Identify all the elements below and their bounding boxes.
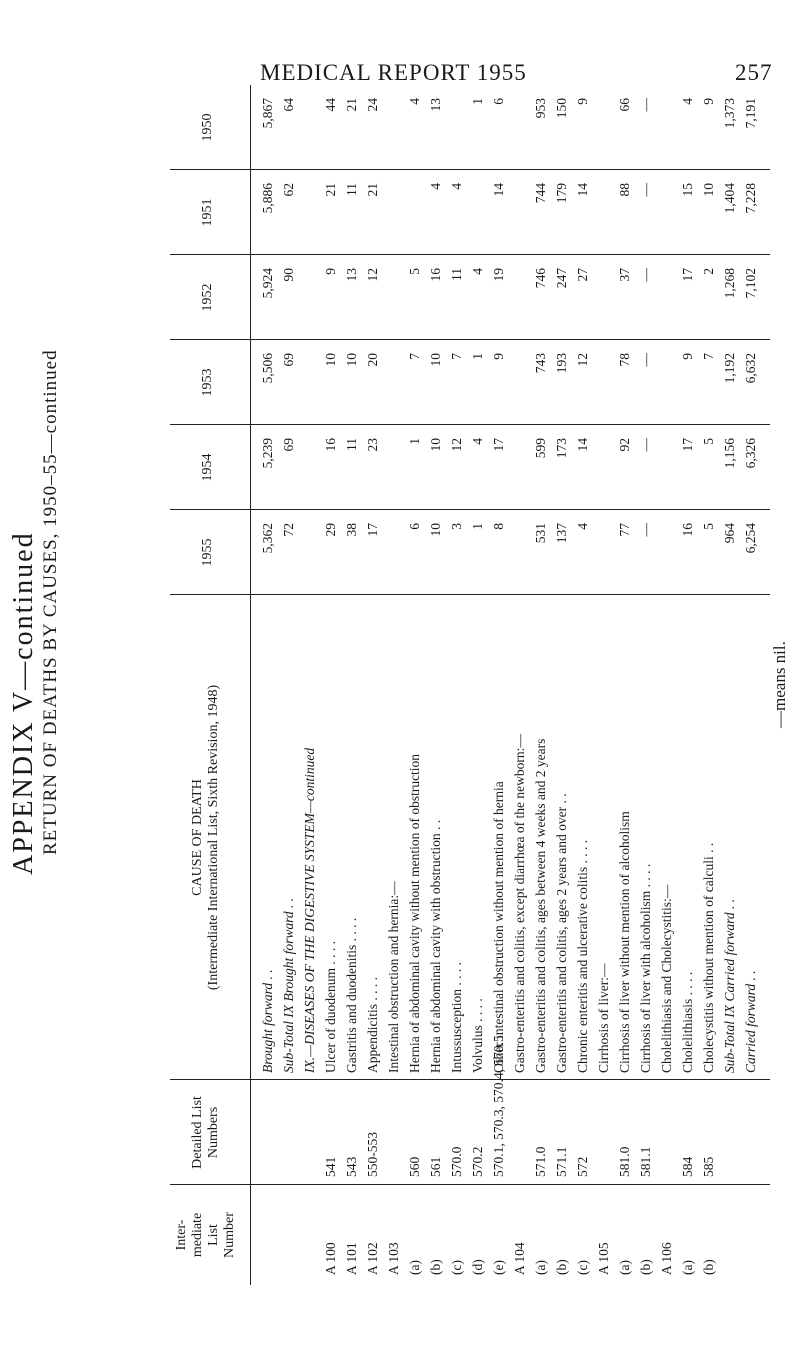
deaths-value: 14	[575, 183, 590, 197]
deaths-value: 17	[680, 268, 695, 282]
deaths-value: 7	[701, 353, 716, 360]
deaths-value: 5,867	[260, 98, 275, 129]
deaths-value: 11	[344, 438, 359, 451]
intermediate-list-number: A 101	[344, 1242, 359, 1275]
deaths-value: 19	[491, 268, 506, 282]
deaths-value: 14	[575, 438, 590, 452]
intermediate-list-number: (b)	[701, 1259, 716, 1275]
intermediate-list-number: (e)	[491, 1260, 506, 1275]
deaths-value: 7,191	[743, 98, 758, 129]
deaths-value: 4	[575, 523, 590, 530]
deaths-value: 10	[701, 183, 716, 197]
deaths-value: 193	[554, 353, 569, 374]
page-title: MEDICAL REPORT 1955	[260, 60, 527, 85]
deaths-value: —	[638, 268, 653, 282]
deaths-value: 1,156	[722, 438, 737, 469]
cause-of-death: Brought forward . .	[260, 969, 275, 1073]
detailed-list-number: 561	[428, 1156, 443, 1177]
table-subtitle: RETURN OF DEATHS BY CAUSES, 1950–55—continued	[40, 349, 61, 855]
intermediate-list-number: A 106	[659, 1242, 674, 1275]
deaths-value: 953	[533, 98, 548, 119]
cause-of-death: Sub-Total IX Brought forward . .	[281, 897, 296, 1073]
header-detail	[190, 1080, 222, 1185]
deaths-value: 20	[365, 353, 380, 367]
deaths-value: —	[638, 183, 653, 197]
cause-of-death: Sub-Total IX Carried forward . .	[722, 898, 737, 1073]
table-row	[407, 85, 423, 1285]
deaths-value: 7	[449, 353, 464, 360]
table-row	[281, 85, 297, 1285]
cause-of-death: Intussusception . . . .	[449, 962, 464, 1073]
deaths-value: 11	[344, 183, 359, 196]
table-row	[449, 85, 465, 1285]
detailed-list-number: 581.0	[617, 1146, 632, 1177]
deaths-value: 7,228	[743, 183, 758, 214]
cause-of-death: Hernia of abdominal cavity with obstruction . .	[428, 819, 443, 1073]
deaths-value: 4	[449, 183, 464, 190]
detailed-list-number: 570.0	[449, 1146, 464, 1177]
header-year: 1954	[200, 453, 215, 482]
deaths-value: 17	[680, 438, 695, 452]
deaths-value: 21	[344, 98, 359, 112]
header-text: Number	[222, 1212, 237, 1258]
cause-of-death: IX.—DISEASES OF THE DIGESTIVE SYSTEM—continued	[302, 747, 317, 1073]
header-text: Inter-	[174, 1219, 189, 1251]
deaths-value: 7,102	[743, 268, 758, 299]
deaths-value: 5,239	[260, 438, 275, 469]
deaths-value: 531	[533, 523, 548, 544]
deaths-value: 27	[575, 268, 590, 282]
table-row	[596, 85, 612, 1285]
table-row	[260, 85, 276, 1285]
deaths-value: 1,268	[722, 268, 737, 299]
deaths-value: 3	[449, 523, 464, 530]
footnote: —means nil.	[770, 641, 789, 728]
cause-of-death: Chronic enteritis and ulcerative colitis . . . .	[575, 839, 590, 1073]
intermediate-list-number: (c)	[449, 1260, 464, 1275]
deaths-value: 247	[554, 268, 569, 289]
deaths-value: 6,254	[743, 523, 758, 554]
table-row	[323, 85, 339, 1285]
header-text: CAUSE OF DEATH	[190, 779, 205, 896]
deaths-value: 23	[365, 438, 380, 452]
deaths-value: 44	[323, 98, 338, 112]
table-row	[428, 85, 444, 1285]
table-row	[302, 85, 318, 1285]
deaths-value: 38	[344, 523, 359, 537]
deaths-value: 69	[281, 353, 296, 367]
intermediate-list-number: A 104	[512, 1242, 527, 1275]
header-text: Detailed List	[190, 1096, 205, 1169]
detailed-list-number: 570.1, 570.3, 570.4, 570.5	[491, 1035, 506, 1177]
detailed-list-number: 541	[323, 1156, 338, 1177]
deaths-value: 150	[554, 98, 569, 119]
deaths-value: 5	[407, 268, 422, 275]
deaths-value: 12	[449, 438, 464, 452]
detailed-list-number: 581.1	[638, 1146, 653, 1177]
cause-of-death: Gastritis and duodenitis . . . .	[344, 917, 359, 1073]
deaths-value: 77	[617, 523, 632, 537]
deaths-value: 12	[365, 268, 380, 282]
detailed-list-number: 571.1	[554, 1146, 569, 1177]
table-row	[575, 85, 591, 1285]
intermediate-list-number: (a)	[680, 1260, 695, 1275]
detailed-list-number: 571.0	[533, 1146, 548, 1177]
header-year: 1955	[200, 538, 215, 567]
deaths-value: 10	[323, 353, 338, 367]
deaths-value: 4	[470, 438, 485, 445]
deaths-value: 62	[281, 183, 296, 197]
deaths-value: 744	[533, 183, 548, 204]
deaths-value: 16	[680, 523, 695, 537]
deaths-value: 17	[491, 438, 506, 452]
intermediate-list-number: A 103	[386, 1242, 401, 1275]
header-cause	[190, 595, 222, 1080]
deaths-value: 6,326	[743, 438, 758, 469]
table-row	[638, 85, 654, 1285]
deaths-value: 9	[680, 353, 695, 360]
deaths-value: 5	[701, 438, 716, 445]
table-row	[554, 85, 570, 1285]
deaths-value: —	[638, 353, 653, 367]
deaths-value: 9	[701, 98, 716, 105]
deaths-value: 12	[575, 353, 590, 367]
table-row	[470, 85, 486, 1285]
deaths-value: 17	[365, 523, 380, 537]
intermediate-list-number: (b)	[638, 1259, 653, 1275]
intermediate-list-number: A 105	[596, 1242, 611, 1275]
header-year: 1953	[200, 368, 215, 397]
intermediate-list-number: (a)	[533, 1260, 548, 1275]
deaths-value: 64	[281, 98, 296, 112]
cause-of-death: Gastro-enteritis and colitis, except diarrhœa of the newborn:—	[512, 734, 527, 1073]
header-divider	[250, 85, 251, 1285]
deaths-value: 6	[491, 98, 506, 105]
table-row	[512, 85, 528, 1285]
deaths-value: 14	[491, 183, 506, 197]
detailed-list-number: 584	[680, 1156, 695, 1177]
deaths-value: 743	[533, 353, 548, 374]
deaths-value: 37	[617, 268, 632, 282]
deaths-value: 599	[533, 438, 548, 459]
intermediate-list-number: (a)	[617, 1260, 632, 1275]
deaths-value: 1	[407, 438, 422, 445]
cause-of-death: Ulcer of duodenum . . . .	[323, 941, 338, 1073]
page-number: 257	[735, 60, 773, 85]
cause-of-death: Cirrhosis of liver with alcoholism . . . .	[638, 863, 653, 1073]
deaths-value: 13	[428, 98, 443, 112]
table-row	[617, 85, 633, 1285]
deaths-value: 15	[680, 183, 695, 197]
deaths-value: 9	[575, 98, 590, 105]
deaths-value: 7	[407, 353, 422, 360]
deaths-value: 72	[281, 523, 296, 537]
deaths-value: 4	[428, 183, 443, 190]
deaths-value: 173	[554, 438, 569, 459]
header-text: mediate	[190, 1212, 205, 1258]
deaths-value: 4	[680, 98, 695, 105]
cause-of-death: Hernia of abdominal cavity without mention of obstruction	[407, 753, 422, 1073]
deaths-value: 5,506	[260, 353, 275, 384]
table-row	[743, 85, 759, 1285]
cause-of-death: Intestinal obstruction and hernia:—	[386, 881, 401, 1073]
deaths-value: 8	[491, 523, 506, 530]
table-row	[680, 85, 696, 1285]
detailed-list-number: 543	[344, 1156, 359, 1177]
intermediate-list-number: (c)	[575, 1260, 590, 1275]
intermediate-list-number: (d)	[470, 1259, 485, 1275]
deaths-value: —	[638, 438, 653, 452]
deaths-value: 13	[344, 268, 359, 282]
intermediate-list-number: (b)	[428, 1259, 443, 1275]
deaths-value: 10	[428, 353, 443, 367]
cause-of-death: Cholelithiasis . . . .	[680, 971, 695, 1073]
table-row	[386, 85, 402, 1285]
cause-of-death: Cholecystitis without mention of calculi . .	[701, 842, 716, 1073]
table-row	[491, 85, 507, 1285]
deaths-value: 21	[365, 183, 380, 197]
cause-of-death: Gastro-enteritis and colitis, ages 2 years and over . .	[554, 793, 569, 1073]
detailed-list-number: 570.2	[470, 1146, 485, 1177]
deaths-value: 5,924	[260, 268, 275, 299]
cause-of-death: Carried forward . .	[743, 970, 758, 1073]
cause-of-death: Cirrhosis of liver:—	[596, 963, 611, 1073]
detailed-list-number: 550-553	[365, 1132, 380, 1177]
deaths-value: 137	[554, 523, 569, 544]
deaths-value: 9	[491, 353, 506, 360]
deaths-value: 24	[365, 98, 380, 112]
table-row	[701, 85, 717, 1285]
intermediate-list-number: A 100	[323, 1242, 338, 1275]
table-row	[659, 85, 675, 1285]
intermediate-list-number: A 102	[365, 1242, 380, 1275]
cause-of-death: Appendicitis . . . .	[365, 977, 380, 1073]
table-row	[365, 85, 381, 1285]
deaths-value: —	[638, 523, 653, 537]
deaths-value: 10	[344, 353, 359, 367]
deaths-value: 5	[701, 523, 716, 530]
deaths-value: 5,362	[260, 523, 275, 554]
deaths-value: 6	[407, 523, 422, 530]
deaths-value: 5,886	[260, 183, 275, 214]
deaths-value: 9	[323, 268, 338, 275]
cause-of-death: Other intestinal obstruction without mention of hernia	[491, 781, 506, 1073]
deaths-value: 1	[470, 98, 485, 105]
deaths-value: 78	[617, 353, 632, 367]
deaths-value: 1,192	[722, 353, 737, 384]
deaths-value: 66	[617, 98, 632, 112]
header-text: Numbers	[206, 1106, 221, 1159]
deaths-value: 10	[428, 438, 443, 452]
cause-of-death: Cirrhosis of liver without mention of alcoholism	[617, 811, 632, 1073]
detailed-list-number: 560	[407, 1156, 422, 1177]
cause-of-death: Cholelithiasis and Cholecystitis:—	[659, 884, 674, 1073]
deaths-value: 10	[428, 523, 443, 537]
deaths-value: 21	[323, 183, 338, 197]
header-year: 1952	[200, 283, 215, 312]
header-year: 1950	[200, 113, 215, 142]
cause-of-death: Gastro-enteritis and colitis, ages between 4 weeks and 2 years	[533, 738, 548, 1073]
deaths-value: 88	[617, 183, 632, 197]
deaths-value: 4	[470, 268, 485, 275]
cause-of-death: Volvulus . . . .	[470, 998, 485, 1073]
deaths-value: 2	[701, 268, 716, 275]
intermediate-list-number: (a)	[407, 1260, 422, 1275]
deaths-value: 746	[533, 268, 548, 289]
deaths-value: 90	[281, 268, 296, 282]
deaths-value: 16	[323, 438, 338, 452]
intermediate-list-number: (b)	[554, 1259, 569, 1275]
deaths-value: 92	[617, 438, 632, 452]
deaths-value: 179	[554, 183, 569, 204]
deaths-value: 6,632	[743, 353, 758, 384]
deaths-value: 16	[428, 268, 443, 282]
deaths-value: 964	[722, 523, 737, 544]
table-row	[344, 85, 360, 1285]
table-row	[533, 85, 549, 1285]
deaths-value: 1	[470, 353, 485, 360]
table-row	[722, 85, 738, 1285]
deaths-value: 1	[470, 523, 485, 530]
header-text: List	[206, 1224, 221, 1246]
deaths-value: 11	[449, 268, 464, 281]
header-year: 1951	[200, 198, 215, 227]
detailed-list-number: 585	[701, 1156, 716, 1177]
deaths-value: 4	[407, 98, 422, 105]
deaths-value: 29	[323, 523, 338, 537]
header-inter	[174, 1185, 238, 1285]
deaths-table-area	[170, 85, 770, 1285]
appendix-title: APPENDIX V—continued	[8, 531, 39, 875]
header-text: (Intermediate International List, Sixth Revision, 1948)	[206, 684, 221, 991]
deaths-value: 69	[281, 438, 296, 452]
detailed-list-number: 572	[575, 1156, 590, 1177]
deaths-value: 1,373	[722, 98, 737, 129]
deaths-table	[170, 85, 770, 1285]
deaths-value: —	[638, 98, 653, 112]
deaths-value: 1,404	[722, 183, 737, 214]
